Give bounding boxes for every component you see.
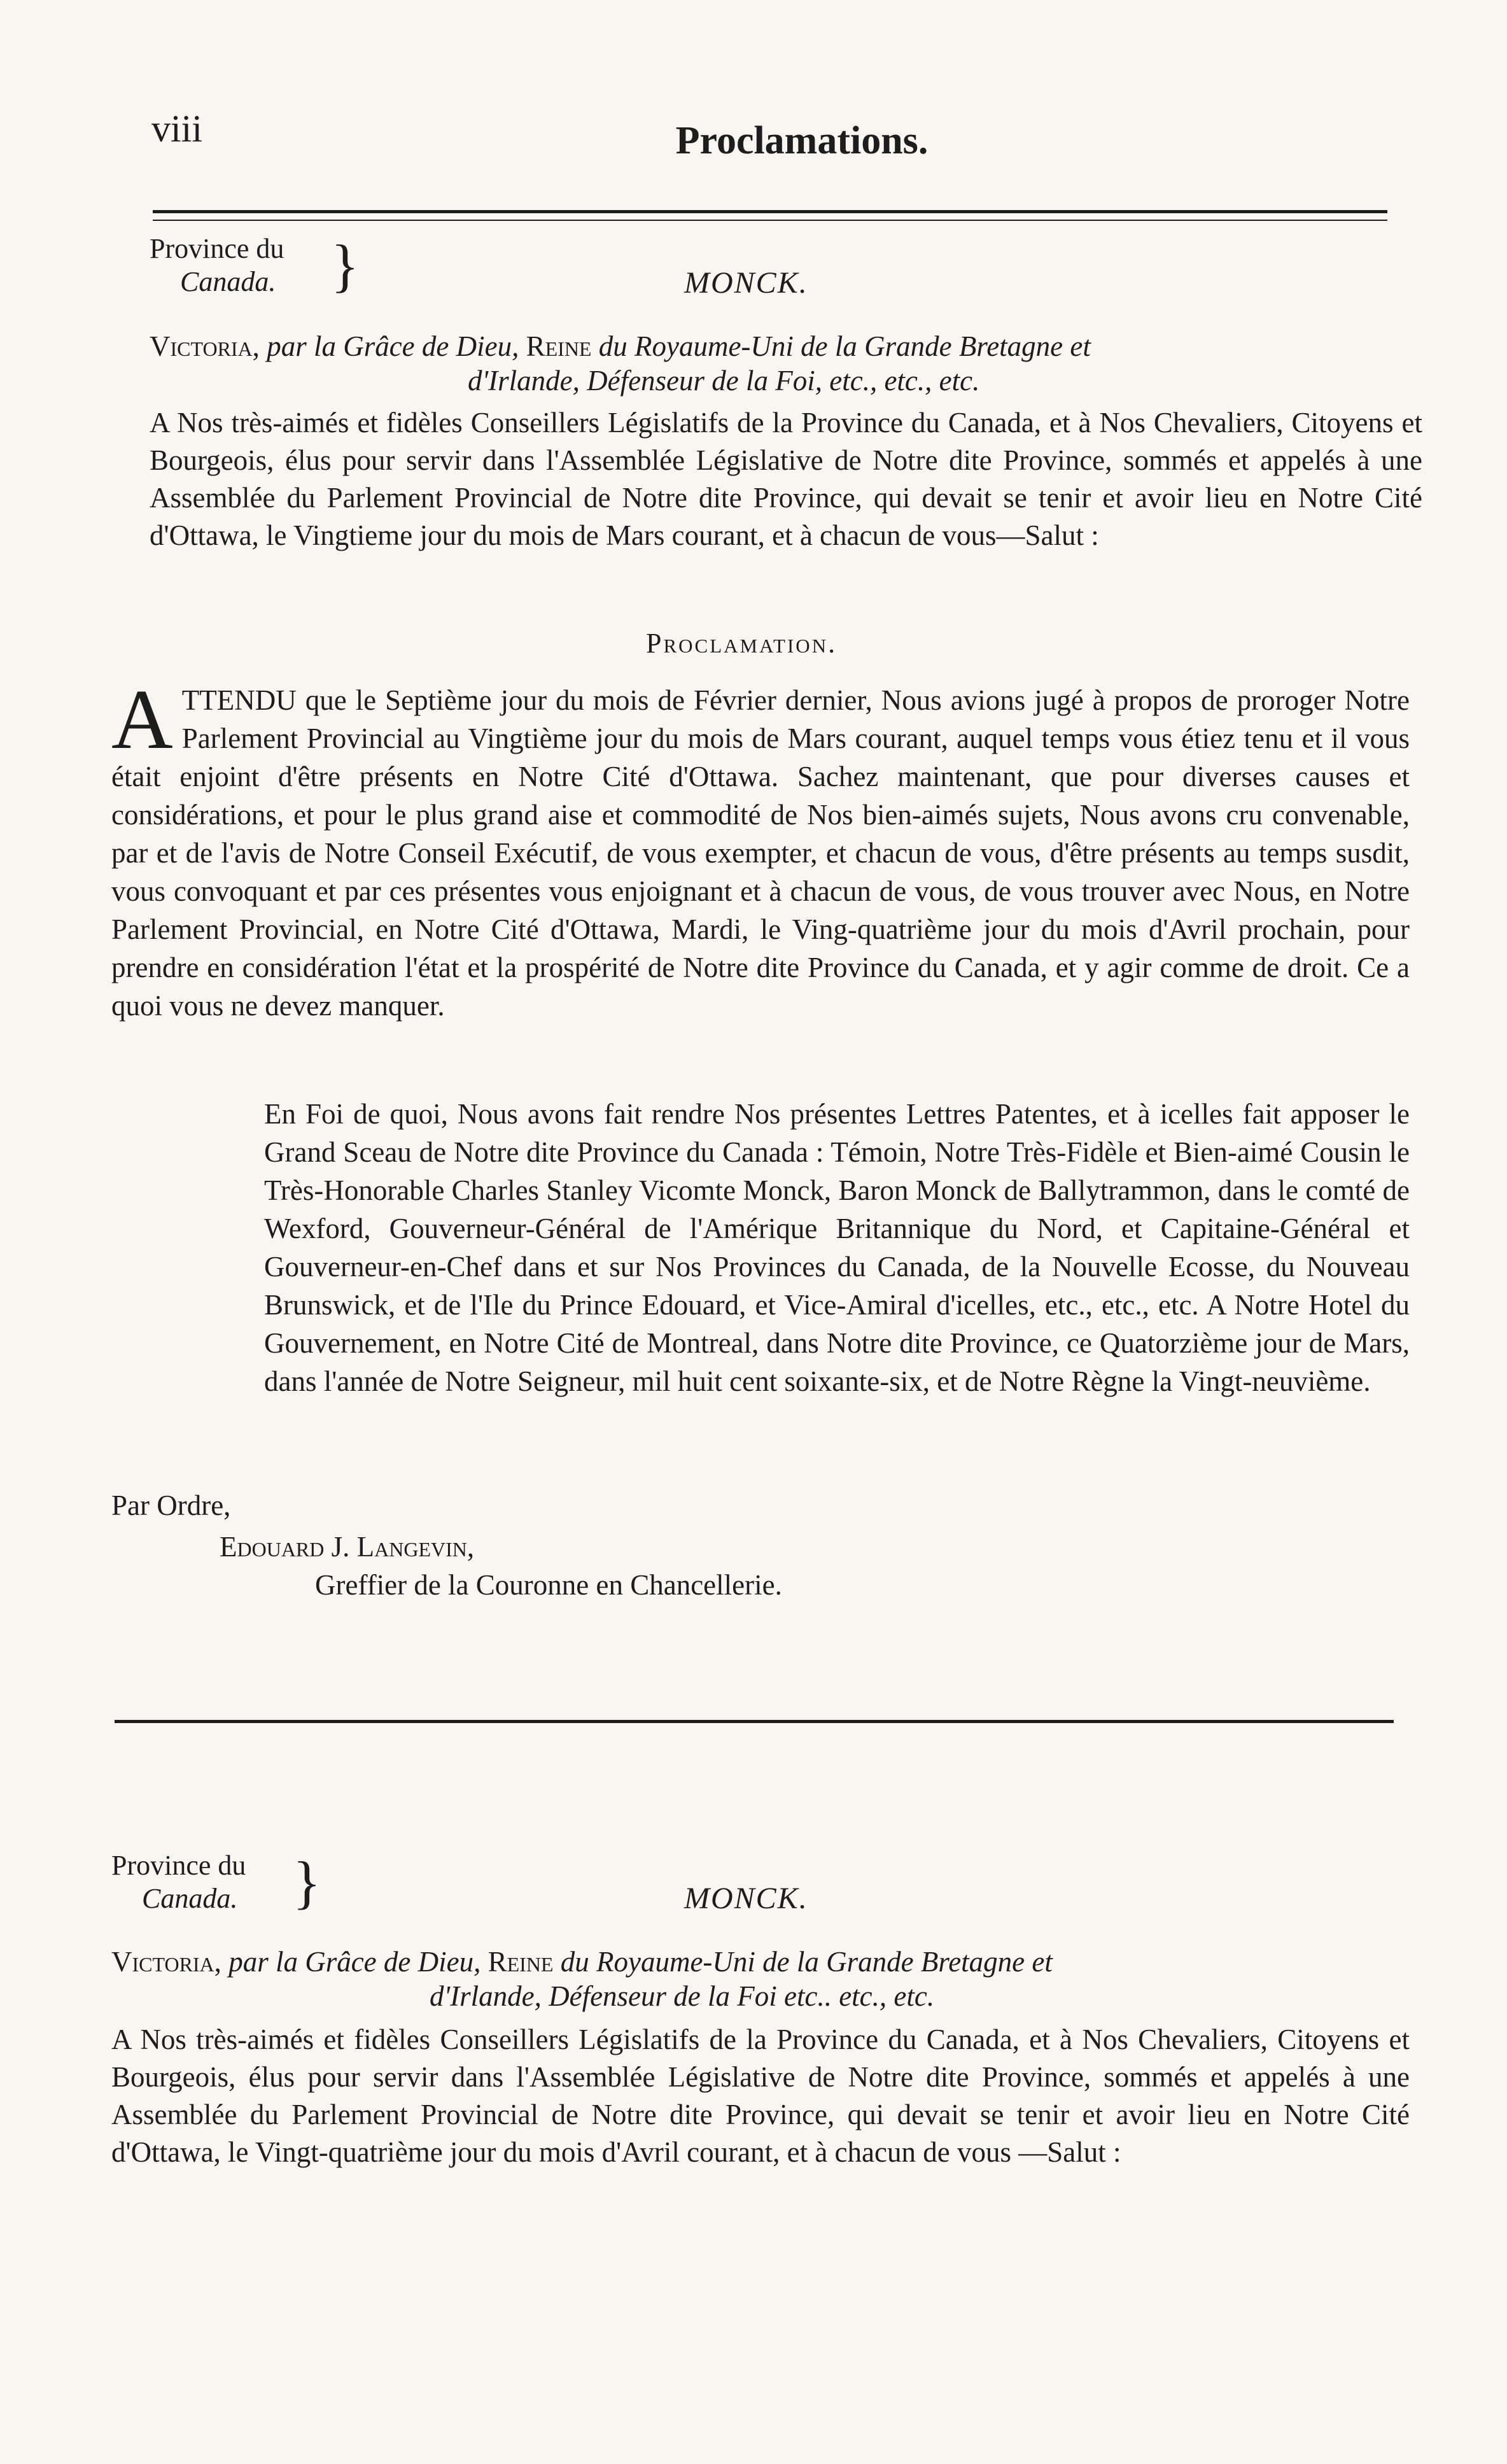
address-paragraph: A Nos très-aimés et fidèles Conseillers Législatifs de la Province du Canada, et à Nos Chevaliers, Citoyens et Bourgeois, élus pour servir dans l'Assemblée Législative de Notre dite Province, sommés et appelés à une Assemblée du Parlement Provincial de Notre dite Province, qui devait se tenir et avoir lieu en Notre Cité d'Ottawa, le Vingt-quatrième jour du mois d'Avril courant, et à chacun de vous —Salut : [111,2024,1410,2168]
par-ordre: Par Ordre, [111,1489,231,1521]
proclamation-2 [111,1849,1410,2269]
header-rule-thin [153,220,1387,221]
witness-paragraph: En Foi de quoi, Nous avons fait rendre Nos présentes Lettres Patentes, et à icelles fait apposer le Grand Sceau de Notre dite Province du Canada : Témoin, Notre Très-Fidèle et Bien-aimé Cousin le Très-Honorable Charles Stanley Vicomte Monck, Baron Monck de Ballytrammon, dans le comté de Wexford, Gouverneur-Général de l'Amérique Britannique du Nord, et Capitaine-Général et Gouverneur-en-Chef dans et sur Nos Provinces du Canada, de la Nouvelle Ecosse, du Nouveau Brunswick, et de l'Ile du Prince Edouard, et Vice-Amiral d'icelles, etc., etc., etc. A Notre Hotel du Gouvernement, en Notre Cité de Montreal, dans Notre dite Province, ce Quatorzième jour de Mars, dans l'année de Notre Seigneur, mil huit cent soixante-six, et de Notre Règne la Vingt-neuvième. [264,1098,1410,1397]
province-label [111,1849,246,1915]
victoria: Victoria, [150,330,260,362]
ireland-line: d'Irlande, Défenseur de la Foi, etc., etc., etc. [468,365,980,397]
royal-style [111,1945,1410,2013]
governor-name: MONCK. [684,266,808,300]
of-uk: du Royaume-Uni de la Grande Bretagne et [598,330,1091,362]
by-grace: par la Grâce de Dieu, [228,1946,481,1978]
body-text: TTENDU que le Septième jour du mois de Février dernier, Nous avions jugé à propos de proroger Notre Parlement Provincial au Vingtième jour du mois de Mars courant, auquel temps vous étiez tenu et il vous était enjoint d'être présents en Notre Cité d'Ottawa. Sachez maintenant, que pour diverses causes et considérations, et pour le plus grand aise et commodité de Nos bien-aimés sujets, Nous avons cru convenable, par et de l'avis de Notre Conseil Exécutif, de vous exempter, et chacun de vous, d'être présents au temps susdit, vous convoquant et par ces présentes vous enjoignant et à chacun de vous, de vous trouver avec Nous, en Notre Parlement Provincial, en Notre Cité d'Ottawa, Mardi, le Ving-quatrième jour du mois d'Avril prochain, pour prendre en considération l'état et la prospérité de Notre dite Province du Canada, et y agir comme de droit. Ce a quoi vous ne devez manquer. [111,684,1410,1022]
drop-cap: A [111,672,173,766]
page-number: viii [151,108,203,150]
brace-glyph: } [331,233,360,298]
governor-name: MONCK. [684,1882,808,1915]
header-rule [153,210,1387,213]
queen: Reine [526,330,592,362]
province-label [150,232,284,299]
of-uk: du Royaume-Uni de la Grande Bretagne et [560,1946,1053,1978]
signatory-name: Edouard J. Langevin, [220,1531,475,1563]
section-divider [115,1720,1394,1723]
page-title: Proclamations. [675,119,929,162]
brace-glyph: } [293,1850,321,1915]
royal-style [150,329,1422,398]
proclamation-1 [111,232,1422,1645]
province-line-1: Province du [150,233,284,264]
province-line-2: Canada. [180,266,276,297]
province-line-2: Canada. [142,1883,238,1914]
address-paragraph: A Nos très-aimés et fidèles Conseillers Législatifs de la Province du Canada, et à Nos Chevaliers, Citoyens et Bourgeois, élus pour servir dans l'Assemblée Législative de Notre dite Province, sommés et appelés à une Assemblée du Parlement Provincial de Notre dite Province, qui devait se tenir et avoir lieu en Notre Cité d'Ottawa, le Vingtieme jour du mois de Mars courant, et à chacun de vous—Salut : [150,407,1422,551]
proclamation-heading: Proclamation. [646,628,838,659]
proclamation-body [111,672,1410,1025]
by-grace: par la Grâce de Dieu, [267,330,519,362]
queen: Reine [487,1946,554,1978]
province-line-1: Province du [111,1850,246,1881]
ireland-line: d'Irlande, Défenseur de la Foi etc.. etc., etc. [430,1980,935,2012]
victoria: Victoria, [111,1946,221,1978]
signatory-title: Greffier de la Couronne en Chancellerie. [315,1569,782,1601]
